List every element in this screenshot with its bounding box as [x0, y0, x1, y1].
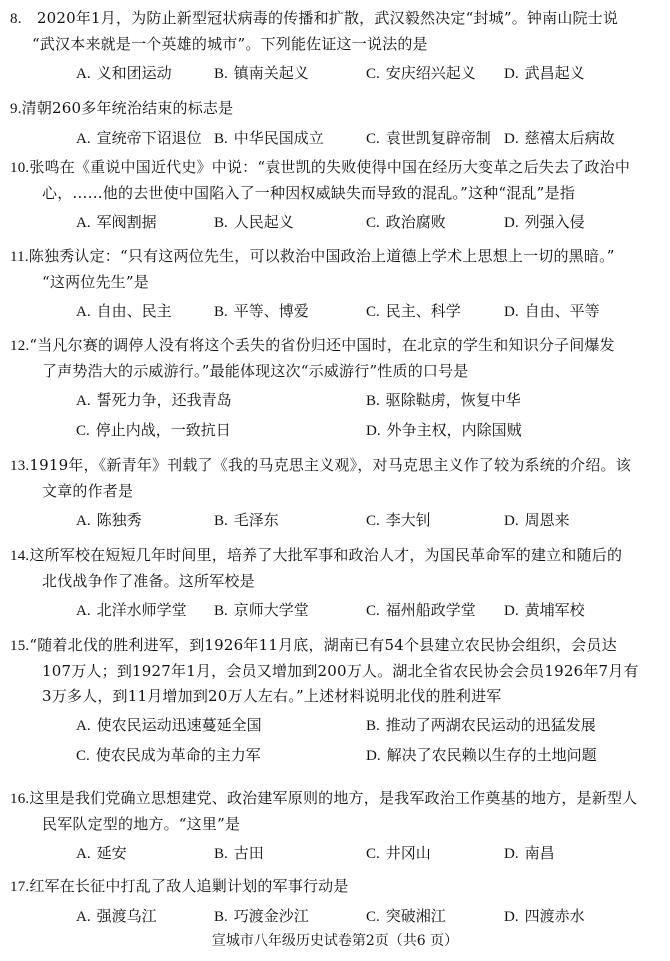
option-letter: C. — [366, 909, 380, 925]
options-row — [10, 743, 660, 767]
option-letter: C. — [366, 131, 380, 147]
option-d[interactable] — [366, 418, 522, 443]
question-text-line: 3万多人，到11月增加到20万人左右。”上述材料说明北伐的胜利进军 — [42, 687, 502, 705]
option-b[interactable] — [214, 210, 294, 235]
option-text: 驱除鞑虏，恢复中华 — [385, 391, 521, 409]
option-c[interactable] — [76, 418, 231, 443]
option-text: 使农民运动迅速蔓延全国 — [96, 716, 262, 734]
option-letter: A. — [76, 393, 91, 409]
question-number: 12. — [10, 338, 30, 354]
option-letter: B. — [214, 215, 228, 231]
question-number: 15. — [10, 638, 30, 654]
options-row — [10, 508, 660, 532]
option-text: 巧渡金沙江 — [233, 907, 309, 925]
question-stem — [10, 155, 660, 181]
option-text: 自由、民主 — [96, 302, 172, 320]
question-number: 17. — [10, 879, 30, 895]
question-stem — [10, 543, 660, 569]
option-letter: A. — [76, 603, 91, 619]
option-letter: A. — [76, 66, 91, 82]
option-text: 安庆绍兴起义 — [385, 64, 476, 82]
option-b[interactable] — [366, 713, 596, 738]
question-number: 16. — [10, 791, 30, 807]
question-stem — [10, 786, 660, 812]
question-text-line: 张鸣在《重说中国近代史》中说：“袁世凯的失败使得中国在经历大变革之后失去了政治中 — [29, 158, 631, 176]
question-number: 9. — [10, 101, 22, 117]
option-text: 毛泽东 — [233, 511, 279, 529]
question-number: 11. — [10, 249, 29, 265]
option-text: 停止内战，一致抗日 — [95, 421, 231, 439]
option-c[interactable] — [366, 841, 431, 866]
option-text: 镇南关起义 — [233, 64, 309, 82]
option-text: 民主、科学 — [385, 302, 461, 320]
option-letter: A. — [76, 304, 91, 320]
question-text-line: 1919年，《新青年》刊载了《我的马克思主义观》，对马克思主义作了较为系统的介绍。该 — [29, 456, 631, 474]
options-row — [10, 126, 660, 150]
option-d[interactable] — [504, 210, 585, 235]
option-text: 突破湘江 — [385, 907, 446, 925]
option-text: 井冈山 — [385, 844, 431, 862]
question-12 — [10, 333, 660, 442]
option-a[interactable] — [76, 841, 127, 866]
option-letter: D. — [366, 423, 381, 439]
option-letter: C. — [366, 603, 380, 619]
option-text: 黄埔军校 — [524, 601, 585, 619]
option-text: 政治腐败 — [385, 213, 446, 231]
option-text: 推动了两湖农民运动的迅猛发展 — [385, 716, 596, 734]
option-letter: D. — [504, 603, 519, 619]
option-letter: A. — [76, 718, 91, 734]
question-15 — [10, 633, 660, 767]
question-9 — [10, 96, 660, 150]
question-text-line: 陈独秀认定：“只有这两位先生，可以救治中国政治上道德上学术上思想上一切的黑暗。” — [28, 247, 615, 265]
option-letter: C. — [76, 748, 90, 764]
option-letter: A. — [76, 846, 91, 862]
option-b[interactable] — [214, 841, 264, 866]
option-text: 中华民国成立 — [233, 129, 324, 147]
option-letter: C. — [366, 846, 380, 862]
option-letter: B. — [214, 909, 228, 925]
option-text: 武昌起义 — [524, 64, 585, 82]
option-a[interactable] — [76, 508, 142, 533]
option-letter: A. — [76, 513, 91, 529]
option-letter: A. — [76, 131, 91, 147]
option-text: 列强入侵 — [524, 213, 585, 231]
option-letter: D. — [504, 131, 519, 147]
option-letter: B. — [214, 304, 228, 320]
options-row — [10, 841, 660, 865]
option-letter: D. — [504, 304, 519, 320]
option-letter: D. — [504, 513, 519, 529]
option-d[interactable] — [504, 299, 600, 324]
question-text-line: 文章的作者是 — [42, 482, 134, 500]
option-text: 人民起义 — [233, 213, 294, 231]
option-a[interactable] — [76, 388, 232, 413]
question-text-line: “武汉本来就是一个英雄的城市”。下列能佐证这一说法的是 — [32, 35, 428, 53]
option-text: 誓死力争，还我青岛 — [96, 391, 232, 409]
option-letter: A. — [76, 215, 91, 231]
option-text: 宣统帝下诏退位 — [96, 129, 202, 147]
option-b[interactable] — [214, 61, 309, 86]
question-text-line: “这两位先生”是 — [42, 273, 149, 291]
option-b[interactable] — [214, 508, 279, 533]
option-d[interactable] — [504, 508, 570, 533]
question-stem — [10, 244, 660, 270]
option-letter: B. — [366, 393, 380, 409]
question-text-line: 这所军校在短短几年时间里，培养了大批军事和政治人才，为国民革命军的建立和随后的 — [29, 546, 623, 564]
question-number: 13. — [10, 458, 30, 474]
question-number: 8. — [10, 11, 22, 27]
option-letter: D. — [366, 748, 381, 764]
option-a[interactable] — [76, 598, 187, 623]
option-text: 京师大学堂 — [233, 601, 309, 619]
option-a[interactable] — [76, 61, 172, 86]
option-text: 陈独秀 — [96, 511, 142, 529]
question-text-line: 这里是我们党确立思想建党、政治建军原则的地方，是我军政治工作奠基的地方，是新型人 — [29, 789, 638, 807]
option-text: 袁世凯复辟帝制 — [385, 129, 491, 147]
option-letter: C. — [366, 513, 380, 529]
option-text: 四渡赤水 — [524, 907, 585, 925]
option-c[interactable] — [76, 743, 261, 768]
question-stem — [10, 6, 660, 32]
question-text-line: 清朝260多年统治结束的标志是 — [21, 99, 234, 117]
option-letter: A. — [76, 909, 91, 925]
option-text: 强渡乌江 — [96, 907, 157, 925]
option-letter: D. — [504, 215, 519, 231]
question-stem — [10, 874, 660, 900]
options-row — [10, 418, 660, 442]
option-letter: B. — [214, 131, 228, 147]
question-text-line: 了声势浩大的示威游行。”最能体现这次“示威游行”性质的口号是 — [42, 362, 469, 380]
option-text: 军阀割据 — [96, 213, 157, 231]
question-stem — [10, 453, 660, 479]
question-number: 10. — [10, 160, 30, 176]
option-c[interactable] — [366, 126, 491, 151]
page-footer: 宣城市八年级历史试卷第2页（共6 页） — [211, 933, 459, 949]
question-text-line: 红军在长征中打乱了敌人追剿计划的军事行动是 — [29, 877, 349, 895]
option-letter: B. — [214, 66, 228, 82]
question-14 — [10, 543, 660, 622]
option-d[interactable] — [504, 61, 585, 86]
option-letter: C. — [76, 423, 90, 439]
question-number: 14. — [10, 548, 30, 564]
options-row — [10, 904, 660, 928]
option-text: 平等、博爱 — [233, 302, 309, 320]
option-text: 李大钊 — [385, 511, 431, 529]
option-text: 慈禧太后病故 — [524, 129, 615, 147]
option-letter: B. — [214, 603, 228, 619]
option-letter: D. — [504, 909, 519, 925]
question-11 — [10, 244, 660, 323]
option-d[interactable] — [504, 904, 585, 929]
option-text: 南昌 — [524, 844, 555, 862]
option-c[interactable] — [366, 904, 446, 929]
question-text-line: 心，……他的去世使中国陷入了一种因权威缺失而导致的混乱。”这种“混乱”是指 — [42, 184, 575, 202]
option-letter: D. — [504, 66, 519, 82]
option-d[interactable] — [366, 743, 597, 768]
option-a[interactable] — [76, 126, 202, 151]
question-stem — [10, 333, 660, 359]
option-b[interactable] — [214, 598, 309, 623]
question-17 — [10, 874, 660, 928]
option-d[interactable] — [504, 598, 585, 623]
option-d[interactable] — [504, 126, 615, 151]
option-letter: D. — [504, 846, 519, 862]
option-a[interactable] — [76, 210, 157, 235]
option-text: 古田 — [233, 844, 264, 862]
option-a[interactable] — [76, 713, 262, 738]
question-stem — [10, 633, 660, 659]
option-b[interactable] — [214, 299, 309, 324]
option-c[interactable] — [366, 299, 461, 324]
question-text-line: 北伐战争作了准备。这所军校是 — [42, 572, 255, 590]
option-b[interactable] — [214, 904, 309, 929]
option-d[interactable] — [504, 841, 555, 866]
options-row — [10, 598, 660, 622]
options-row — [10, 210, 660, 234]
option-a[interactable] — [76, 299, 172, 324]
option-text: 外争主权，内除国贼 — [386, 421, 522, 439]
option-letter: C. — [366, 304, 380, 320]
question-text-line: 107万人；到1927年1月，会员又增加到200万人。湖北全省农民协会会员1926年7月有 — [42, 662, 639, 680]
option-letter: C. — [366, 215, 380, 231]
option-c[interactable] — [366, 61, 476, 86]
question-text-line: 民军队定型的地方。“这里”是 — [42, 815, 241, 833]
option-text: 使农民成为革命的主力军 — [95, 746, 261, 764]
options-row — [10, 388, 660, 412]
option-text: 福州船政学堂 — [385, 601, 476, 619]
question-text-line: “当凡尔赛的调停人没有将这个丢失的省份归还中国时，在北京的学生和知识分子间爆发 — [29, 336, 615, 354]
option-c[interactable] — [366, 598, 476, 623]
question-16 — [10, 786, 660, 865]
option-a[interactable] — [76, 904, 157, 929]
option-letter: B. — [214, 513, 228, 529]
question-text-line: 2020年1月，为防止新型冠状病毒的传播和扩散，武汉毅然决定“封城”。钟南山院士说 — [21, 9, 619, 27]
question-text-line: “随着北伐的胜利进军，到1926年11月底，湖南已有54个县建立农民协会组织，会员达 — [29, 636, 617, 654]
option-text: 北洋水师学堂 — [96, 601, 187, 619]
option-letter: C. — [366, 66, 380, 82]
option-text: 延安 — [96, 844, 127, 862]
option-c[interactable] — [366, 508, 431, 533]
option-b[interactable] — [366, 388, 521, 413]
question-8 — [10, 6, 660, 85]
question-10 — [10, 155, 660, 234]
options-row — [10, 713, 660, 737]
options-row — [10, 299, 660, 323]
option-c[interactable] — [366, 210, 446, 235]
options-row — [10, 61, 660, 85]
option-text: 解决了农民赖以生存的土地问题 — [386, 746, 597, 764]
question-stem — [10, 96, 660, 122]
option-text: 自由、平等 — [524, 302, 600, 320]
option-letter: B. — [366, 718, 380, 734]
option-b[interactable] — [214, 126, 324, 151]
option-text: 义和团运动 — [96, 64, 172, 82]
option-text: 周恩来 — [524, 511, 570, 529]
option-letter: B. — [214, 846, 228, 862]
question-13 — [10, 453, 660, 532]
